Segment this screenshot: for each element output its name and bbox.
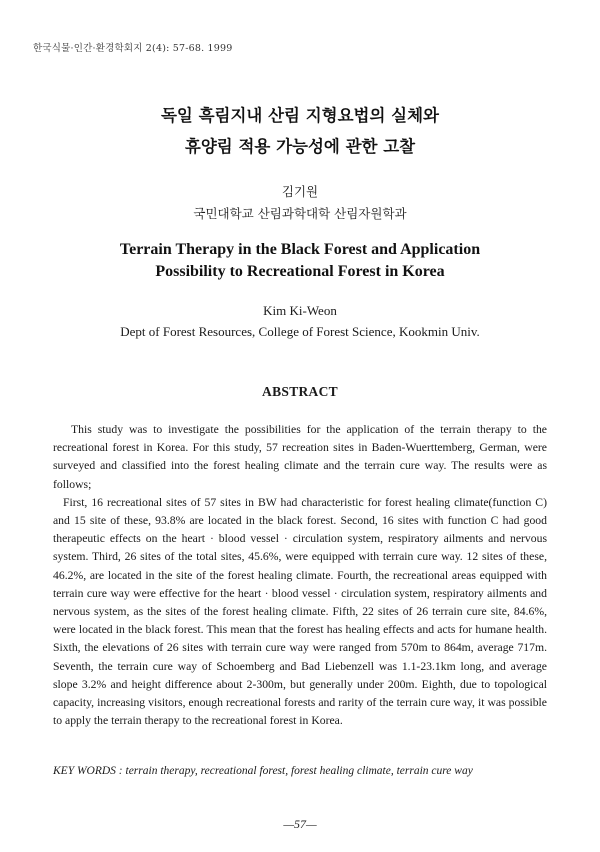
english-title-line1: Terrain Therapy in the Black Forest and Application xyxy=(119,241,481,258)
journal-citation: 한국식물·인간·환경학회지 2(4): 57-68. 1999 xyxy=(33,43,233,54)
korean-affiliation: 국민대학교 산림과학대학 산림자원학과 xyxy=(193,206,407,221)
abstract-paragraph-1: This study was to investigate the possibilities for the application of the terrain therapy to the recreational forest in Korea. For this study, 57 recreation sites in Baden-Wuerttemberg, German, were surveyed and classified into the forest healing climate and the terrain cure way. The results were as follows; xyxy=(53,423,547,491)
abstract-body xyxy=(53,421,547,730)
korean-author: 김기원 xyxy=(281,184,319,199)
korean-title-line1: 독일 흑림지내 산림 지형요법의 실체와 xyxy=(160,106,439,125)
page-number: —57— xyxy=(283,817,317,831)
english-author: Kim Ki-Weon xyxy=(263,303,337,318)
english-affiliation: Dept of Forest Resources, College of Forest Science, Kookmin Univ. xyxy=(120,324,480,339)
abstract-heading: ABSTRACT xyxy=(262,384,338,399)
keywords: KEY WORDS : terrain therapy, recreational forest, forest healing climate, terrain cure way xyxy=(53,765,473,777)
korean-title-line2: 휴양림 적용 가능성에 관한 고찰 xyxy=(184,137,416,156)
english-title-line2: Possibility to Recreational Forest in Korea xyxy=(155,263,445,280)
abstract-paragraph-2: First, 16 recreational sites of 57 sites in BW had characteristic for forest healing climate(function C) and 15 site of these, 93.8% are located in the black forest. Second, 16 sites with function C had good therapeutic effects on the heart · blood vessel · circulation system, respiratory ailments and nervous system. Third, 26 sites of the total sites, 45.6%, were equipped with terrain cure way. 12 sites of these, 46.2%, are located in the site of the forest healing climate. Fourth, the recreational areas equipped with terrain cure way were effective for the heart · blood vessel · circulation system, respiratory ailments and nervous system, as the sites of the forest healing climate. Fifth, 22 sites of 26 terrain cure site, 84.6%, were located in the black forest. This mean that the forest has healing effects and acts for humane health. Sixth, the elevations of 26 sites with terrain cure way were ranged from 570m to 864m, average 717m. Seventh, the terrain cure way of Schoemberg and Bad Liebenzell was 1.1-23.1km long, and average slope 3.2% and height difference about 2-300m, but generally under 200m. Eighth, due to topological capacity, increasing visitors, enough recreational forests and rarity of the terrain cure way, it was possible to apply the terrain therapy to the recreational forest in Korea. xyxy=(53,495,547,728)
